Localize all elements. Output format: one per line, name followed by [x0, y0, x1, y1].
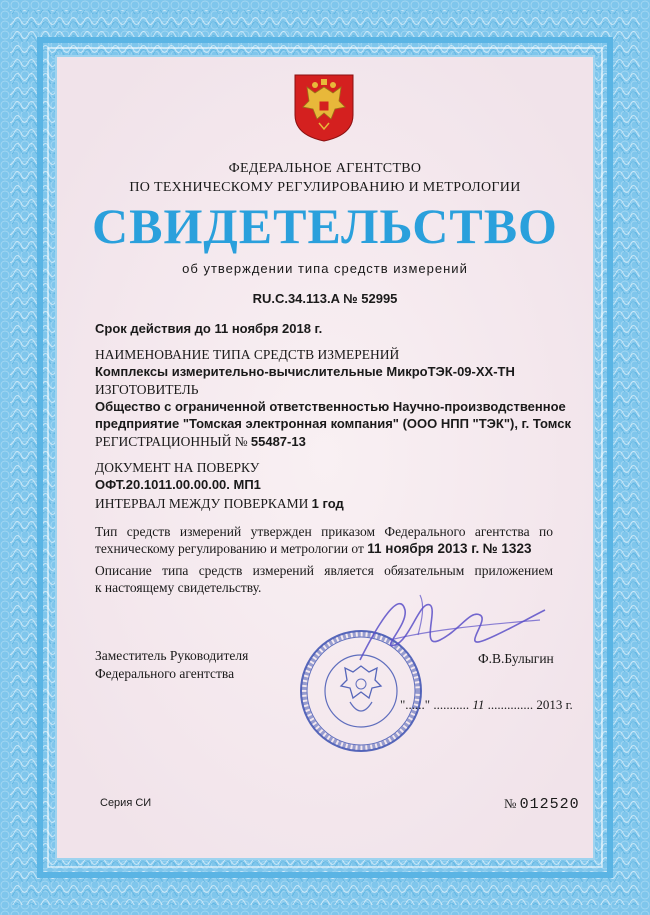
manufacturer-label: ИЗГОТОВИТЕЛЬ	[95, 382, 199, 397]
manufacturer-line-2: предприятие "Томская электронная компания" (ООО НПП "ТЭК"), г. Томск	[95, 416, 571, 431]
validity-label: Срок действия до	[95, 321, 211, 336]
signatory-title-line-2: Федерального агентства	[95, 666, 235, 681]
interval-label: ИНТЕРВАЛ МЕЖДУ ПОВЕРКАМИ	[95, 496, 309, 511]
date-year: 2013 г.	[536, 697, 573, 712]
registration-value: 55487-13	[250, 434, 306, 449]
agency-line-1: ФЕДЕРАЛЬНОЕ АГЕНТСТВО	[228, 161, 422, 176]
signatory-title	[95, 647, 248, 683]
description-line-1: Описание типа средств измерений является обязательным приложением	[95, 563, 553, 578]
instrument-section	[95, 346, 515, 380]
verification-doc-value: ОФТ.20.1011.00.00.00. МП1	[95, 477, 261, 492]
series-label: Серия СИ	[100, 797, 152, 809]
signing-date: "......" ........... 11 .............. 2013 г.	[400, 697, 573, 712]
signatory-name: Ф.В.Булыгин	[478, 651, 554, 666]
instrument-label: НАИМЕНОВАНИЕ ТИПА СРЕДСТВ ИЗМЕРЕНИЙ	[95, 347, 400, 362]
agency-line-2: ПО ТЕХНИЧЕСКОМУ РЕГУЛИРОВАНИЮ И МЕТРОЛОГИИ	[129, 180, 521, 195]
interval-value: 1 год	[311, 496, 344, 511]
signatory-title-line-1: Заместитель Руководителя	[95, 648, 249, 663]
approval-paragraph	[95, 523, 553, 557]
approval-order-number: № 1323	[482, 541, 532, 556]
certificate-number	[0, 291, 650, 306]
date-month: 11	[472, 697, 485, 712]
serial-value: 012520	[519, 796, 580, 813]
interval-row	[95, 495, 344, 512]
validity-value: 11 ноября 2018 г.	[214, 321, 323, 336]
approval-line-2-prefix: техническому регулированию и метрологии от	[95, 541, 364, 556]
registration-label: РЕГИСТРАЦИОННЫЙ №	[95, 434, 248, 449]
verification-doc-label: ДОКУМЕНТ НА ПОВЕРКУ	[95, 460, 260, 475]
serial-sign: №	[504, 796, 517, 811]
verification-doc-section	[95, 459, 261, 493]
approval-line-2	[95, 540, 553, 557]
russian-coat-of-arms-icon	[291, 73, 357, 143]
instrument-value: Комплексы измерительно-вычислительные МикроТЭК-09-ХХ-ТН	[95, 364, 515, 379]
serial-number	[504, 796, 580, 813]
approval-line-1: Тип средств измерений утвержден приказом Федерального агентства по	[95, 524, 553, 539]
description-line-2: к настоящему свидетельству.	[95, 580, 262, 595]
manufacturer-line-1: Общество с ограниченной ответственностью Научно-производственное	[95, 399, 566, 414]
date-day: "......"	[400, 697, 431, 712]
certificate-title: СВИДЕТЕЛЬСТВО	[92, 198, 558, 254]
manufacturer-section	[95, 381, 571, 432]
reg-number: 52995	[361, 291, 398, 306]
agency-name	[0, 159, 650, 197]
validity-row	[95, 320, 322, 337]
approval-date: 11 ноября 2013 г.	[367, 541, 480, 556]
certificate-subtitle: об утверждении типа средств измерений	[182, 261, 468, 276]
reg-code: RU.C.34.113.A	[252, 291, 340, 306]
reg-no-sign: №	[343, 291, 358, 306]
registration-row	[95, 433, 306, 450]
